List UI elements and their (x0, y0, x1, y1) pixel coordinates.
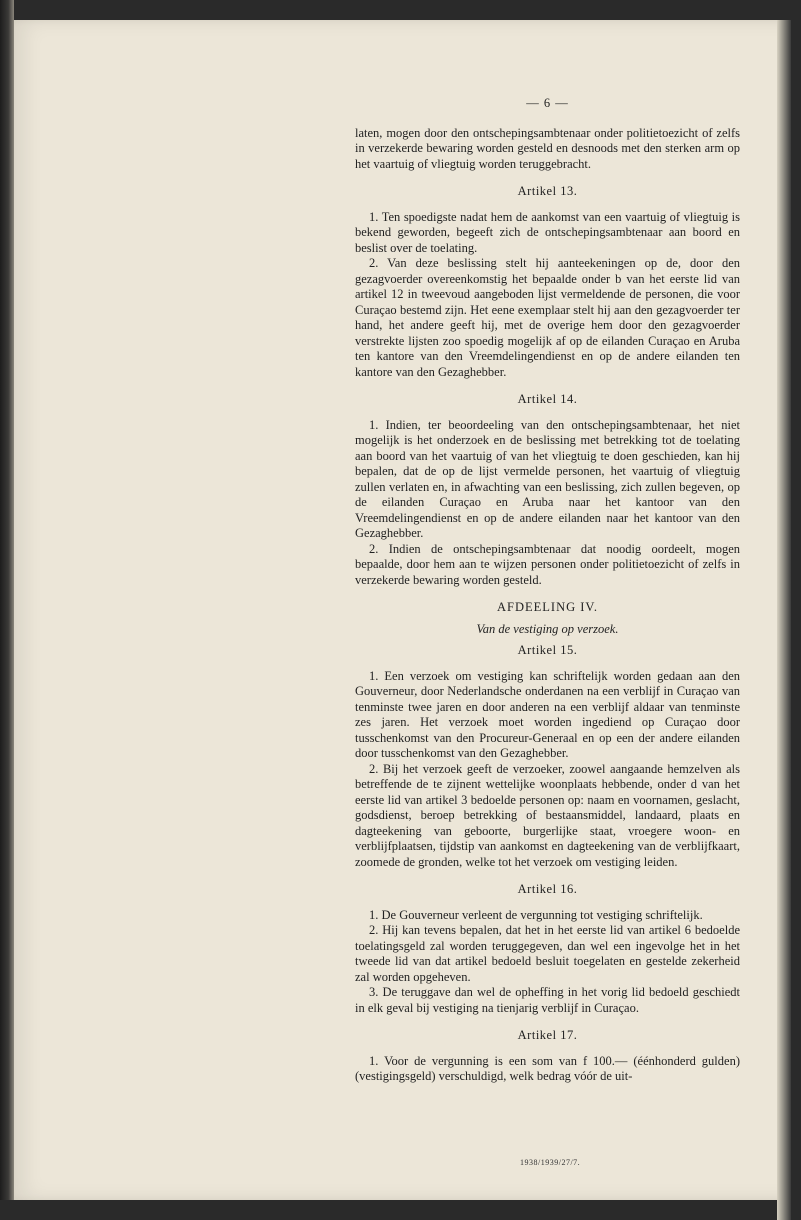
article-17-heading: Artikel 17. (517, 1028, 578, 1042)
article-16-paragraph-2: 2. Hij kan tevens bepalen, dat het in het eerste lid van artikel 6 bedoelde toelatingsgeld zal worden teruggegeven, dan wel een ingevolge het in het tweede lid van dat artikel bedoeld besluit toegelaten en gestelde zekerheid zal worden opgeheven. (355, 923, 740, 984)
article-13-heading: Artikel 13. (517, 184, 578, 198)
article-14-heading: Artikel 14. (517, 392, 578, 406)
article-13-paragraph-1: 1. Ten spoedigste nadat hem de aankomst van een vaartuig of vliegtuig is bekend geworden, begeeft zich de ontschepingsambtenaar aan boord en beslist over de toelating. (355, 209, 740, 255)
page-edge (777, 20, 791, 1220)
article-15-paragraph-2: 2. Bij het verzoek geeft de verzoeker, zoowel aangaande hemzelven als betreffende de te zijnent wettelijke woonplaats hebbende, onder d van het eerste lid van artikel 3 bedoelde personen op: naam en voornamen, geslacht, godsdienst, beroep betrekking of bestaansmiddel, landaard, plaats en dagteekening van geboorte, burgerlijke staat, vroegere woon- en verblijfplaatsen, tijdstip van aankomst en dagteekening van de verblijfkaart, zoomede de gronden, welke tot het verzoek om vestiging leiden. (355, 761, 740, 869)
article-13-paragraph-2: 2. Van deze beslissing stelt hij aanteekeningen op de, door den gezagvoerder overeenkomstig het bepaalde onder b van het eerste lid van artikel 12 in tweevoud aangeboden lijst vermeldende de personen, die voor Curaçao bestemd zijn. Het eene exemplaar stelt hij aan den gezagvoerder ter hand, het andere geeft hij, met de overige hem door den gezagvoerder verstrekte lijsten zoo spoedig mogelijk af op de eilanden Curaçao en Aruba ten kantore van den Vreemdelingendienst en op de andere eilanden ten kantore van den Gezaghebber. (355, 256, 740, 379)
page-number: — 6 — (526, 96, 569, 110)
article-15-heading: Artikel 15. (517, 643, 578, 657)
section-title: AFDEELING IV. (497, 600, 598, 614)
article-16-heading: Artikel 16. (517, 882, 578, 896)
intro-paragraph: laten, mogen door den ontschepingsambtenaar onder politietoezicht of zelfs in verzekerde bewaring worden gesteld en desnoods met den sterken arm op het vaartuig of vliegtuig worden teruggebracht. (355, 125, 740, 171)
article-16-paragraph-1: 1. De Gouverneur verleent de vergunning tot vestiging schriftelijk. (369, 907, 703, 922)
page-binding (0, 0, 14, 1200)
article-14-paragraph-1: 1. Indien, ter beoordeeling van den ontschepingsambtenaar, het niet mogelijk is het onderzoek en de beslissing met betrekking tot de toelating aan boord van het vaartuig of van het vliegtuig te doen geschieden, kan hij bepalen, dat de op de lijst vermelde personen, het vaartuig of vliegtuig zullen verlaten en, in afwachting van een beslissing, zich zullen begeven, op de eilanden Curaçao en Aruba naar het kantoor van den Vreemdelingendienst en op de andere eilanden naar het kantoor van den Gezaghebber. (355, 417, 740, 540)
print-code: 1938/1939/27/7. (520, 1158, 581, 1167)
article-14-paragraph-2: 2. Indien de ontschepingsambtenaar dat noodig oordeelt, mogen bepaalde, door hem aan te wijzen personen onder politietoezicht of zelfs in verzekerde bewaring worden gesteld. (355, 541, 740, 587)
article-15-paragraph-1: 1. Een verzoek om vestiging kan schriftelijk worden gedaan aan den Gouverneur, door Nederlandsche onderdanen na een verblijf in Curaçao van tenminste twee jaren en door anderen na een verblijf aldaar van tenminste zes jaren. Het verzoek moet worden ingediend op Curaçao door tusschenkomst van den Procureur-Generaal en op een der andere eilanden door tusschenkomst van den Gezaghebber. (355, 668, 740, 760)
article-16-paragraph-3: 3. De teruggave dan wel de opheffing in het vorig lid bedoeld geschiedt in elk geval bij vestiging na tienjarig verblijf in Curaçao. (355, 985, 740, 1015)
document-text (355, 96, 740, 1085)
section-subtitle: Van de vestiging op verzoek. (476, 621, 619, 636)
article-17-paragraph-1: 1. Voor de vergunning is een som van f 100.— (éénhonderd gulden) (vestigingsgeld) verschuldigd, welk bedrag vóór de uit- (355, 1053, 740, 1083)
